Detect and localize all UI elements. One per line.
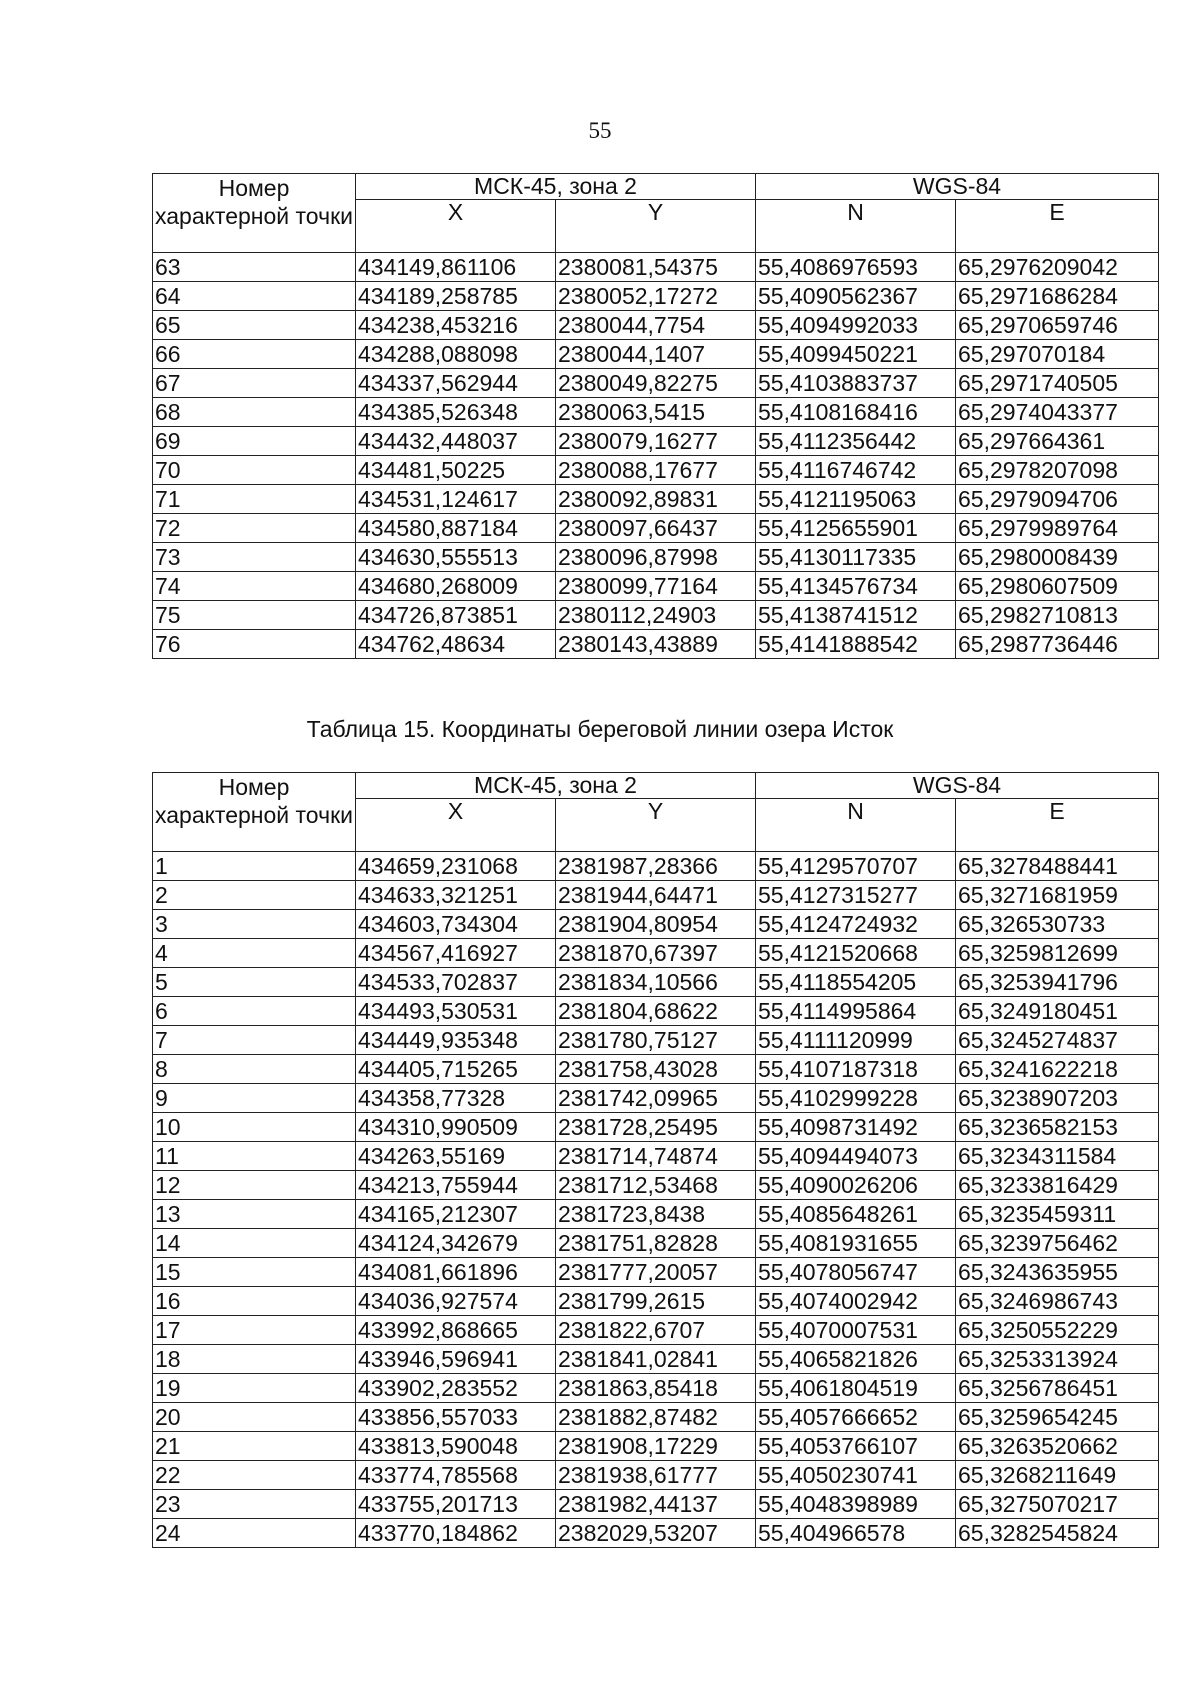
e-cell: 65,2980008439 [956,543,1159,572]
n-cell: 55,4098731492 [756,1113,956,1142]
table-body [153,253,1159,659]
e-cell: 65,2974043377 [956,398,1159,427]
x-cell: 434288,088098 [356,340,556,369]
header-x: X [356,200,556,253]
x-cell: 434337,562944 [356,369,556,398]
y-cell: 2380052,17272 [556,282,756,311]
table-row [153,601,1159,630]
point-number-cell: 22 [153,1461,356,1490]
y-cell: 2381904,80954 [556,910,756,939]
y-cell: 2380079,16277 [556,427,756,456]
coordinates-table-continued [152,173,1159,659]
coordinates-table-15 [152,772,1159,1548]
table-row [153,910,1159,939]
x-cell: 434449,935348 [356,1026,556,1055]
point-number-cell: 5 [153,968,356,997]
y-cell: 2380044,7754 [556,311,756,340]
table-row [153,427,1159,456]
x-cell: 434238,453216 [356,311,556,340]
e-cell: 65,3259654245 [956,1403,1159,1432]
e-cell: 65,2982710813 [956,601,1159,630]
header-y: Y [556,200,756,253]
x-cell: 434081,661896 [356,1258,556,1287]
n-cell: 55,4070007531 [756,1316,956,1345]
e-cell: 65,3243635955 [956,1258,1159,1287]
n-cell: 55,4094992033 [756,311,956,340]
x-cell: 433755,201713 [356,1490,556,1519]
y-cell: 2380088,17677 [556,456,756,485]
point-number-cell: 18 [153,1345,356,1374]
n-cell: 55,4090562367 [756,282,956,311]
x-cell: 434603,734304 [356,910,556,939]
header-point-number: Номер характерной точки [153,174,356,253]
point-number-cell: 17 [153,1316,356,1345]
y-cell: 2381777,20057 [556,1258,756,1287]
table-row [153,1113,1159,1142]
y-cell: 2381870,67397 [556,939,756,968]
table-row [153,1287,1159,1316]
y-cell: 2381723,8438 [556,1200,756,1229]
table-row [153,997,1159,1026]
n-cell: 55,4090026206 [756,1171,956,1200]
y-cell: 2381712,53468 [556,1171,756,1200]
n-cell: 55,4134576734 [756,572,956,601]
point-number-cell: 12 [153,1171,356,1200]
n-cell: 55,4085648261 [756,1200,956,1229]
e-cell: 65,3238907203 [956,1084,1159,1113]
table-row [153,1519,1159,1548]
table-row [153,1055,1159,1084]
y-cell: 2380049,82275 [556,369,756,398]
x-cell: 434630,555513 [356,543,556,572]
n-cell: 55,4053766107 [756,1432,956,1461]
e-cell: 65,3282545824 [956,1519,1159,1548]
point-number-cell: 20 [153,1403,356,1432]
x-cell: 433774,785568 [356,1461,556,1490]
table-row [153,398,1159,427]
y-cell: 2380143,43889 [556,630,756,659]
point-number-cell: 21 [153,1432,356,1461]
e-cell: 65,2971740505 [956,369,1159,398]
y-cell: 2381882,87482 [556,1403,756,1432]
y-cell: 2380081,54375 [556,253,756,282]
e-cell: 65,2971686284 [956,282,1159,311]
e-cell: 65,3256786451 [956,1374,1159,1403]
point-number-cell: 67 [153,369,356,398]
y-cell: 2381758,43028 [556,1055,756,1084]
x-cell: 434165,212307 [356,1200,556,1229]
e-cell: 65,3249180451 [956,997,1159,1026]
header-x: X [356,799,556,852]
y-cell: 2381799,2615 [556,1287,756,1316]
e-cell: 65,2970659746 [956,311,1159,340]
point-number-cell: 2 [153,881,356,910]
page-number: 55 [588,118,612,143]
table-row [153,485,1159,514]
point-number-cell: 73 [153,543,356,572]
y-cell: 2381987,28366 [556,852,756,881]
header-wgs: WGS-84 [756,773,1159,799]
point-number-cell: 14 [153,1229,356,1258]
table-header-row [153,174,1159,200]
point-number-cell: 76 [153,630,356,659]
table-row [153,1461,1159,1490]
point-number-cell: 75 [153,601,356,630]
x-cell: 434213,755944 [356,1171,556,1200]
e-cell: 65,2980607509 [956,572,1159,601]
point-number-cell: 71 [153,485,356,514]
n-cell: 55,4061804519 [756,1374,956,1403]
x-cell: 434533,702837 [356,968,556,997]
table-row [153,572,1159,601]
table-row [153,1258,1159,1287]
y-cell: 2381834,10566 [556,968,756,997]
point-number-cell: 1 [153,852,356,881]
n-cell: 55,4099450221 [756,340,956,369]
x-cell: 433856,557033 [356,1403,556,1432]
y-cell: 2381908,17229 [556,1432,756,1461]
e-cell: 65,3278488441 [956,852,1159,881]
table-row [153,514,1159,543]
y-cell: 2381780,75127 [556,1026,756,1055]
e-cell: 65,3234311584 [956,1142,1159,1171]
x-cell: 434358,77328 [356,1084,556,1113]
n-cell: 55,4121195063 [756,485,956,514]
n-cell: 55,4130117335 [756,543,956,572]
table-row [153,282,1159,311]
table-row [153,1171,1159,1200]
header-y: Y [556,799,756,852]
e-cell: 65,3275070217 [956,1490,1159,1519]
e-cell: 65,2976209042 [956,253,1159,282]
x-cell: 433813,590048 [356,1432,556,1461]
e-cell: 65,3233816429 [956,1171,1159,1200]
point-number-cell: 15 [153,1258,356,1287]
y-cell: 2380044,1407 [556,340,756,369]
x-cell: 434481,50225 [356,456,556,485]
point-number-cell: 69 [153,427,356,456]
x-cell: 434531,124617 [356,485,556,514]
n-cell: 55,4057666652 [756,1403,956,1432]
y-cell: 2381944,64471 [556,881,756,910]
point-number-cell: 19 [153,1374,356,1403]
y-cell: 2382029,53207 [556,1519,756,1548]
e-cell: 65,3271681959 [956,881,1159,910]
n-cell: 55,4124724932 [756,910,956,939]
n-cell: 55,4107187318 [756,1055,956,1084]
n-cell: 55,4118554205 [756,968,956,997]
y-cell: 2380096,87998 [556,543,756,572]
x-cell: 434310,990509 [356,1113,556,1142]
point-number-cell: 63 [153,253,356,282]
x-cell: 433992,868665 [356,1316,556,1345]
point-number-cell: 3 [153,910,356,939]
table-row [153,1403,1159,1432]
table-row [153,311,1159,340]
e-cell: 65,297070184 [956,340,1159,369]
x-cell: 433770,184862 [356,1519,556,1548]
x-cell: 434680,268009 [356,572,556,601]
n-cell: 55,4141888542 [756,630,956,659]
x-cell: 434385,526348 [356,398,556,427]
table-row [153,630,1159,659]
y-cell: 2381822,6707 [556,1316,756,1345]
e-cell: 65,2978207098 [956,456,1159,485]
point-number-cell: 7 [153,1026,356,1055]
e-cell: 65,3253941796 [956,968,1159,997]
n-cell: 55,4086976593 [756,253,956,282]
y-cell: 2381714,74874 [556,1142,756,1171]
n-cell: 55,4094494073 [756,1142,956,1171]
x-cell: 434405,715265 [356,1055,556,1084]
e-cell: 65,3253313924 [956,1345,1159,1374]
y-cell: 2381728,25495 [556,1113,756,1142]
point-number-cell: 70 [153,456,356,485]
y-cell: 2381804,68622 [556,997,756,1026]
point-number-cell: 4 [153,939,356,968]
x-cell: 433902,283552 [356,1374,556,1403]
y-cell: 2381751,82828 [556,1229,756,1258]
header-wgs: WGS-84 [756,174,1159,200]
point-number-cell: 13 [153,1200,356,1229]
table-row [153,1026,1159,1055]
point-number-cell: 72 [153,514,356,543]
table-row [153,1374,1159,1403]
table-row [153,852,1159,881]
e-cell: 65,2979989764 [956,514,1159,543]
x-cell: 434263,55169 [356,1142,556,1171]
table-row [153,1316,1159,1345]
n-cell: 55,4138741512 [756,601,956,630]
x-cell: 434762,48634 [356,630,556,659]
e-cell: 65,3250552229 [956,1316,1159,1345]
e-cell: 65,3246986743 [956,1287,1159,1316]
table-row [153,1490,1159,1519]
x-cell: 434659,231068 [356,852,556,881]
e-cell: 65,2987736446 [956,630,1159,659]
x-cell: 434633,321251 [356,881,556,910]
n-cell: 55,4127315277 [756,881,956,910]
n-cell: 55,4065821826 [756,1345,956,1374]
e-cell: 65,3236582153 [956,1113,1159,1142]
table-row [153,968,1159,997]
n-cell: 55,4116746742 [756,456,956,485]
x-cell: 434580,887184 [356,514,556,543]
n-cell: 55,4050230741 [756,1461,956,1490]
x-cell: 434189,258785 [356,282,556,311]
header-n: N [756,200,956,253]
n-cell: 55,4102999228 [756,1084,956,1113]
y-cell: 2380092,89831 [556,485,756,514]
header-e: E [956,200,1159,253]
x-cell: 434124,342679 [356,1229,556,1258]
point-number-cell: 16 [153,1287,356,1316]
header-e: E [956,799,1159,852]
y-cell: 2380063,5415 [556,398,756,427]
header-n: N [756,799,956,852]
point-number-cell: 10 [153,1113,356,1142]
e-cell: 65,3235459311 [956,1200,1159,1229]
e-cell: 65,326530733 [956,910,1159,939]
table-row [153,543,1159,572]
table-row [153,1345,1159,1374]
point-number-cell: 64 [153,282,356,311]
n-cell: 55,4125655901 [756,514,956,543]
y-cell: 2381938,61777 [556,1461,756,1490]
point-number-cell: 68 [153,398,356,427]
table-row [153,1084,1159,1113]
e-cell: 65,3245274837 [956,1026,1159,1055]
n-cell: 55,404966578 [756,1519,956,1548]
y-cell: 2380099,77164 [556,572,756,601]
header-msk: МСК-45, зона 2 [356,174,756,200]
table-row [153,253,1159,282]
e-cell: 65,3259812699 [956,939,1159,968]
e-cell: 65,3263520662 [956,1432,1159,1461]
x-cell: 434036,927574 [356,1287,556,1316]
n-cell: 55,4078056747 [756,1258,956,1287]
x-cell: 434432,448037 [356,427,556,456]
y-cell: 2381982,44137 [556,1490,756,1519]
y-cell: 2381841,02841 [556,1345,756,1374]
e-cell: 65,3268211649 [956,1461,1159,1490]
table-row [153,456,1159,485]
y-cell: 2380097,66437 [556,514,756,543]
x-cell: 434726,873851 [356,601,556,630]
y-cell: 2381863,85418 [556,1374,756,1403]
x-cell: 434567,416927 [356,939,556,968]
x-cell: 434149,861106 [356,253,556,282]
e-cell: 65,3241622218 [956,1055,1159,1084]
point-number-cell: 8 [153,1055,356,1084]
e-cell: 65,3239756462 [956,1229,1159,1258]
x-cell: 434493,530531 [356,997,556,1026]
table-row [153,1432,1159,1461]
table-caption: Таблица 15. Координаты береговой линии озера Исток [306,716,894,742]
point-number-cell: 24 [153,1519,356,1548]
n-cell: 55,4048398989 [756,1490,956,1519]
point-number-cell: 65 [153,311,356,340]
point-number-cell: 6 [153,997,356,1026]
n-cell: 55,4103883737 [756,369,956,398]
n-cell: 55,4081931655 [756,1229,956,1258]
x-cell: 433946,596941 [356,1345,556,1374]
point-number-cell: 74 [153,572,356,601]
table-row [153,1229,1159,1258]
header-msk: МСК-45, зона 2 [356,773,756,799]
e-cell: 65,297664361 [956,427,1159,456]
table-body [153,852,1159,1548]
table-row [153,1142,1159,1171]
table-row [153,1200,1159,1229]
table-header-row [153,773,1159,799]
table-row [153,340,1159,369]
n-cell: 55,4074002942 [756,1287,956,1316]
point-number-cell: 23 [153,1490,356,1519]
point-number-cell: 66 [153,340,356,369]
header-point-number: Номер характерной точки [153,773,356,852]
n-cell: 55,4108168416 [756,398,956,427]
n-cell: 55,4121520668 [756,939,956,968]
n-cell: 55,4112356442 [756,427,956,456]
table-row [153,369,1159,398]
n-cell: 55,4114995864 [756,997,956,1026]
table-row [153,939,1159,968]
e-cell: 65,2979094706 [956,485,1159,514]
point-number-cell: 11 [153,1142,356,1171]
y-cell: 2380112,24903 [556,601,756,630]
table-row [153,881,1159,910]
n-cell: 55,4129570707 [756,852,956,881]
n-cell: 55,4111120999 [756,1026,956,1055]
y-cell: 2381742,09965 [556,1084,756,1113]
point-number-cell: 9 [153,1084,356,1113]
